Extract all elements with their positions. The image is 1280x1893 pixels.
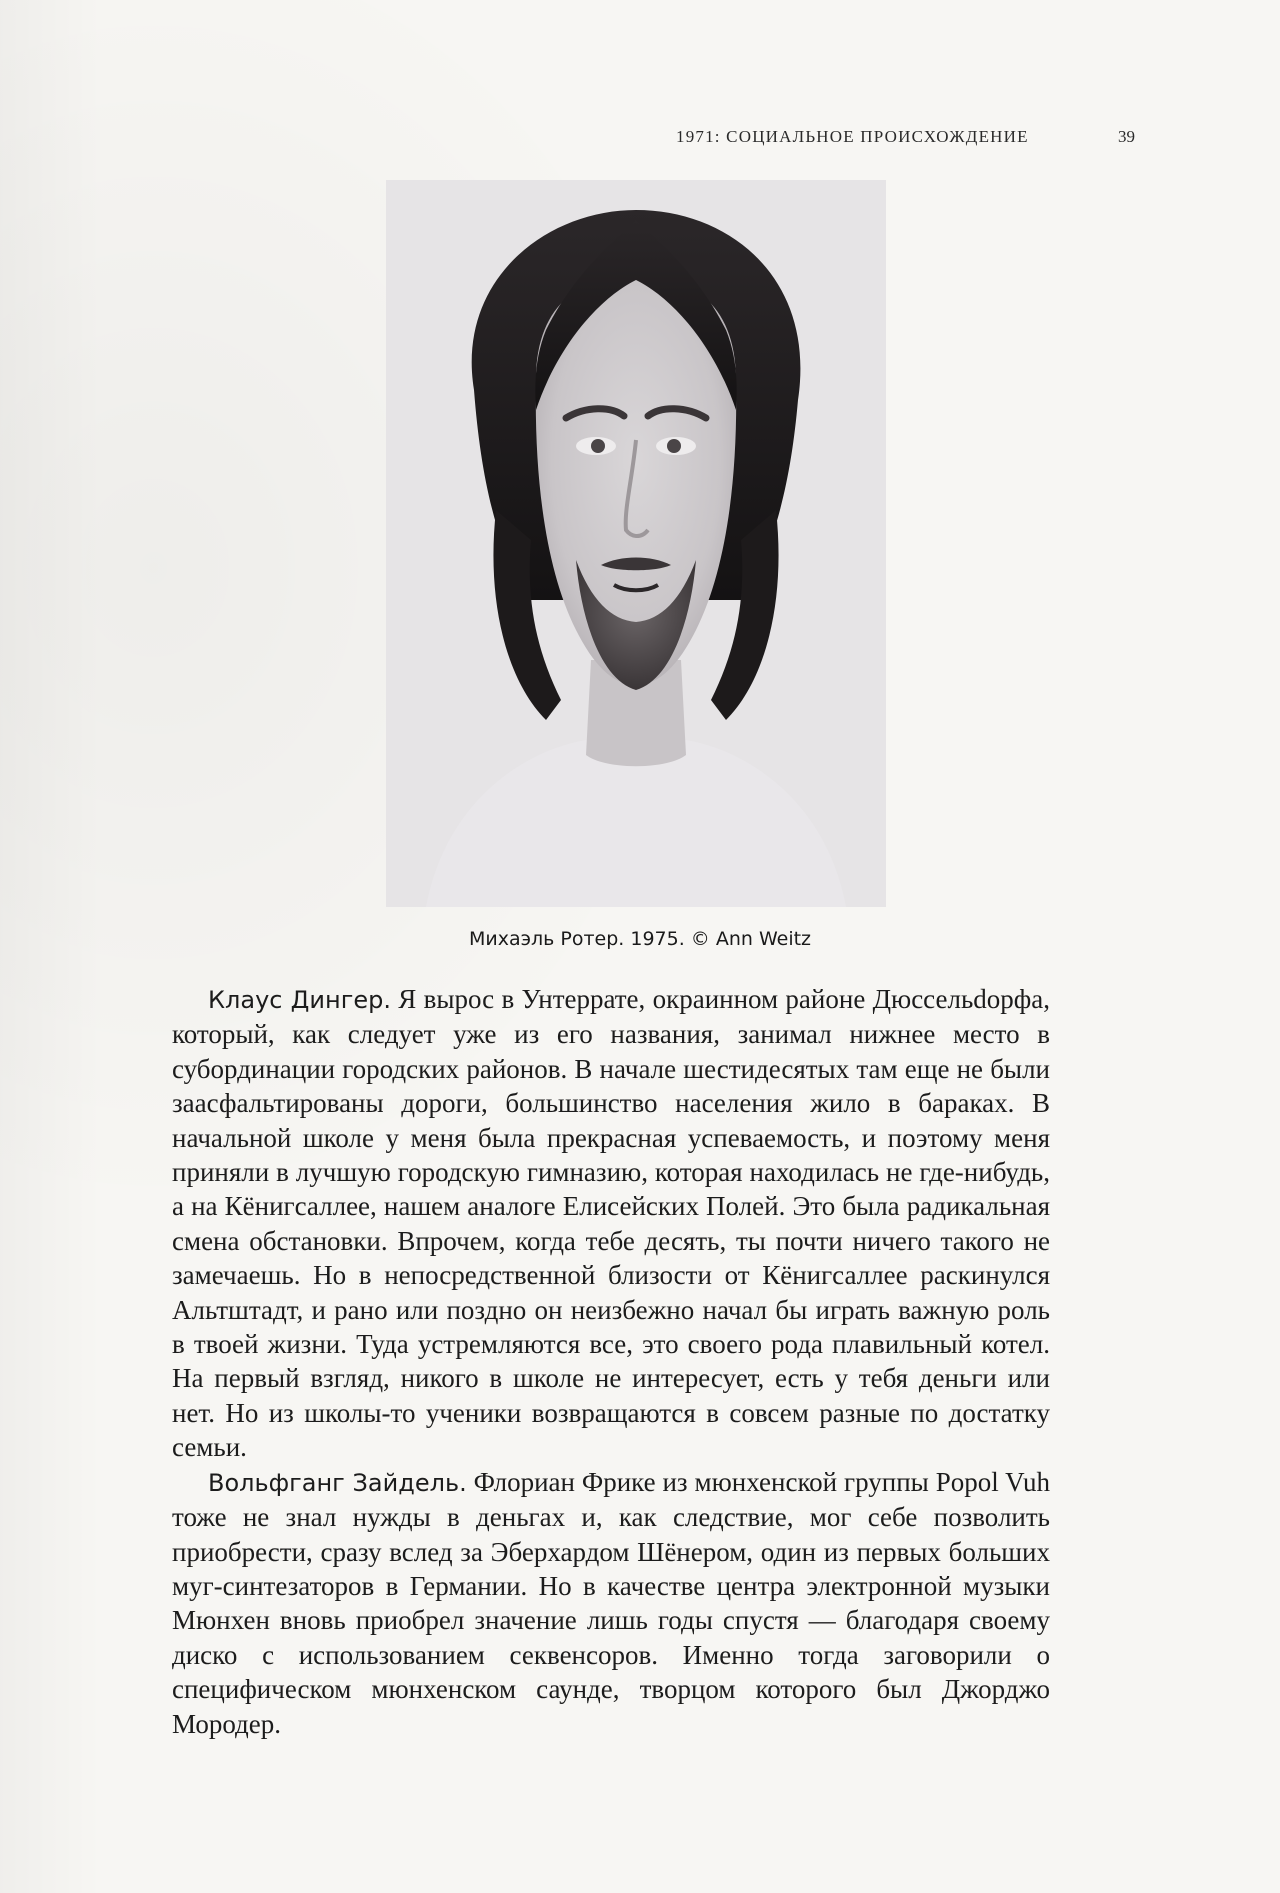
paragraph-dinger xyxy=(172,982,1050,1465)
speaker-name: Вольфганг Зайдель. xyxy=(208,1468,467,1497)
paragraph-text: Я вырос в Унтеррате, окраинном районе Дюссельdорфа, который, как следует уже из его названия, занимал нижнее место в субординации городских районов. В начале шестидесятых там еще не были заасфальтированы дороги, большинство населения жило в бараках. В начальной школе у меня была прекрасная успеваемость, и поэтому меня приняли в лучшую городскую гимназию, которая находилась не где-нибудь, а на Кёнигсаллее, нашем аналоге Елисейских Полей. Это была радикальная смена обстановки. Впрочем, когда тебе десять, ты почти ничего такого не замечаешь. Но в непосредственной близости от Кёнигсаллее раскинулся Альтштадт, и рано или поздно он неизбежно начал бы играть важную роль в твоей жизни. Туда устремляются все, это своего рода плавильный котел. На первый взгляд, никого в школе не интересует, есть у тебя деньги или нет. Но из школы-то ученики возвращаются в совсем разные по достатку семьи. xyxy=(172,984,1050,1463)
paragraph-seidel xyxy=(172,1465,1050,1741)
body-text xyxy=(172,982,1050,1741)
portrait-photo xyxy=(386,180,886,907)
page-number: 39 xyxy=(1118,127,1135,146)
paragraph-text: Флориан Фрике из мюнхенской группы Popol Vuh тоже не знал нужды в деньгах и, как следствие, мог себе позволить приобрести, сразу вслед за Эберхардом Шёнером, один из первых больших муг-синтезаторов в Германии. Но в качестве центра электронной музыки Мюнхен вновь приобрел значение лишь годы спустя — благодаря своему диско с использованием секвенсоров. Именно тогда заговорили о специфическом мюнхенском саунде, творцом которого был Джорджо Мородер. xyxy=(172,1466,1050,1739)
speaker-name: Клаус Дингер. xyxy=(208,986,391,1014)
running-head: 1971: СОЦИАЛЬНОЕ ПРОИСХОЖДЕНИЕ xyxy=(676,127,1029,146)
photo-caption: Михаэль Ротер. 1975. © Ann Weitz xyxy=(468,928,812,950)
portrait-illustration xyxy=(386,180,886,907)
